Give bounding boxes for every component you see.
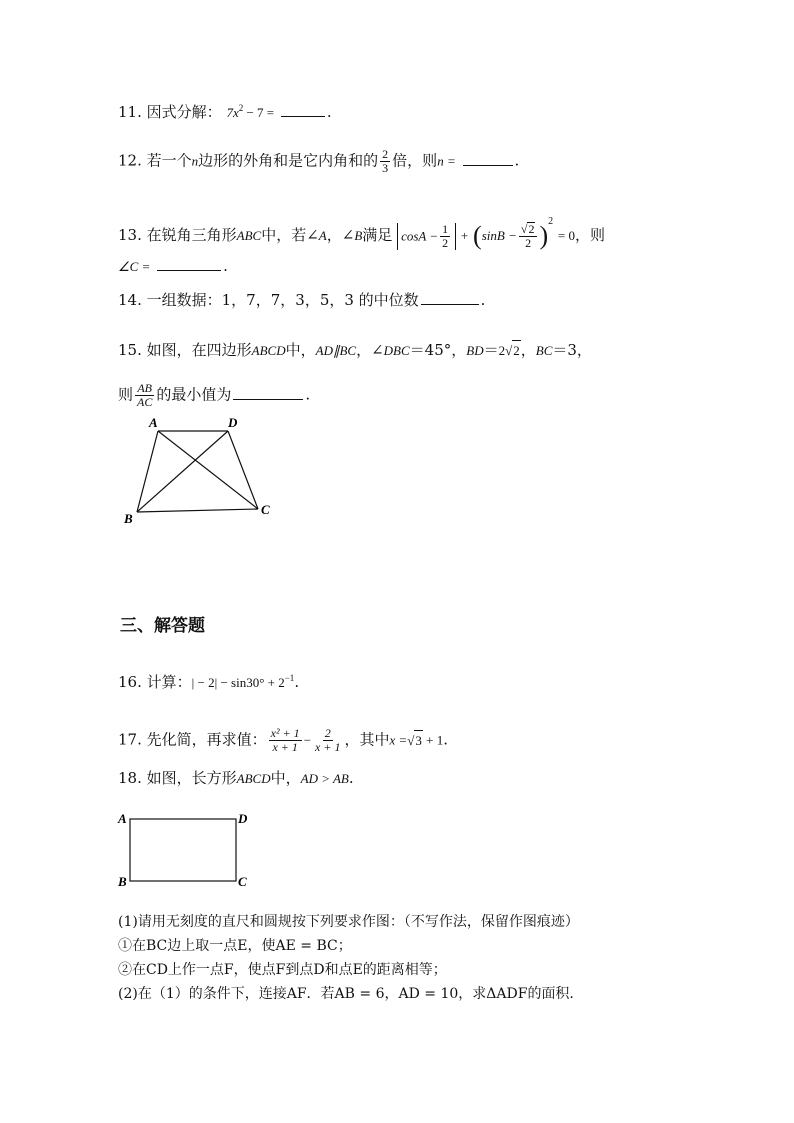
denominator: 2 [525, 236, 532, 250]
math-expr: 7x [226, 105, 239, 120]
question-text: 因式分解： [146, 103, 222, 121]
segment-ab [137, 431, 158, 512]
math-expr: BD [466, 343, 484, 358]
denominator: x + 1 [315, 740, 341, 754]
math-expr: + 1 [422, 732, 444, 748]
denominator: AC [137, 395, 153, 409]
question-18-part-1b: ②在CD上作一点F，使点F到点D和点E的距离相等； [118, 962, 447, 978]
question-number: 12. [118, 151, 142, 170]
question-13 [118, 216, 606, 250]
question-text: ，∠ [326, 226, 355, 244]
question-text: ＝45°， [409, 341, 467, 359]
math-expr: n = [437, 153, 456, 169]
question-text: ，∠ [356, 341, 384, 359]
question-text: 的最小值为 [156, 385, 232, 404]
fraction [380, 148, 390, 175]
question-text: ，其中 [344, 730, 390, 749]
numerator: 2 [324, 726, 331, 740]
minus-sign: − [303, 732, 312, 748]
vertex-label-c: C [238, 874, 247, 889]
denominator: 3 [382, 161, 389, 175]
numerator: 2 [382, 147, 389, 161]
numerator: x² + 1 [270, 726, 300, 740]
question-15 [118, 340, 592, 361]
vertex-label-b: B [124, 511, 133, 526]
vertex-label-d: D [228, 415, 238, 430]
numerator: 1 [442, 221, 449, 236]
question-text: 先化简，再求值： [146, 730, 267, 749]
question-18 [118, 768, 354, 789]
math-expr: cosA − [401, 228, 439, 243]
period: . [326, 103, 332, 121]
vertex-label-b: B [118, 874, 127, 889]
denominator: x + 1 [272, 740, 298, 754]
math-expr: − 7 = [243, 105, 275, 120]
math-expr: BC [535, 343, 553, 358]
answer-blank [421, 290, 479, 305]
question-13-line2 [118, 256, 228, 277]
question-number: 17. [118, 730, 142, 749]
question-number: 11. [118, 103, 142, 121]
radicand: 2 [528, 222, 535, 236]
sqrt-sign: √3 [407, 733, 423, 748]
period: . [514, 151, 520, 170]
question-number: 14. [118, 291, 142, 309]
vertex-label-a: A [149, 415, 158, 430]
math-expr: sinB − [481, 228, 517, 243]
math-expr: ABCD [251, 343, 286, 358]
question-text: ， [520, 341, 536, 359]
vertex-label-a: A [118, 811, 127, 826]
question-16 [118, 668, 299, 693]
question-18-part-1: (1)请用无刻度的直尺和圆规按下列要求作图：（不写作法，保留作图痕迹） [118, 914, 579, 930]
figure-rectangle [116, 808, 256, 890]
segment-bc [137, 509, 258, 512]
denominator: 2 [442, 235, 449, 250]
question-text: 边形的外角和是它内角和的 [198, 151, 379, 170]
math-expr: | − 2| − sin30° + 2 [191, 675, 285, 690]
question-18-part-1a: ①在BC边上取一点E，使AE = BC； [118, 938, 352, 954]
math-expr: ∠C = [118, 259, 151, 274]
math-expr: AD > AB [300, 771, 349, 786]
period: . [480, 291, 486, 309]
question-text: 计算： [146, 673, 192, 691]
figure-trapezoid [118, 410, 288, 530]
question-text: ＝ [483, 341, 499, 359]
coefficient: 2 [498, 343, 506, 358]
question-text: ＝3， [552, 341, 592, 359]
variable: B [354, 228, 363, 243]
diagonal-bd [137, 431, 228, 512]
fraction [135, 382, 154, 409]
question-18-part-2: (2)在（1）的条件下，连接AF．若AB = 6，AD = 10，求ΔADF的面积. [118, 986, 574, 1002]
section-title: 三、解答题 [120, 616, 205, 636]
radicand: 2 [512, 340, 521, 361]
fraction [313, 727, 342, 754]
question-number: 16. [118, 673, 142, 691]
exponent: 2 [548, 216, 554, 227]
answer-blank [157, 256, 221, 271]
math-expr: AD∥BC [315, 343, 357, 358]
sqrt-sign: √2 [505, 343, 521, 358]
question-text: 若一个 [146, 151, 192, 170]
question-number: 18. [118, 769, 142, 787]
question-number: 13. [118, 226, 142, 244]
fraction [269, 727, 302, 754]
math-expr: ABC [236, 228, 262, 243]
fraction [519, 222, 538, 250]
vertex-label-c: C [261, 502, 270, 517]
question-text: ，则 [575, 226, 606, 244]
paren-right: ) [539, 221, 549, 250]
question-15-line2 [118, 382, 310, 409]
rectangle-abcd [130, 819, 236, 881]
answer-blank [463, 151, 513, 166]
math-expr: ABCD [236, 771, 271, 786]
vertex-label-d: D [238, 811, 248, 826]
variable: n [191, 153, 199, 169]
fraction [440, 223, 450, 250]
question-text: 中，若∠ [261, 226, 319, 244]
question-14 [118, 290, 485, 310]
numerator: √2 [519, 222, 538, 237]
question-number: 15. [118, 341, 142, 359]
variable: A [318, 228, 327, 243]
period: . [294, 673, 300, 691]
plus-sign: + [460, 228, 469, 243]
answer-blank [233, 385, 303, 400]
question-text: 满足 [362, 226, 393, 244]
math-expr: DBC [383, 343, 410, 358]
question-11 [118, 98, 332, 123]
numerator: AB [137, 381, 153, 395]
question-text: 如图，长方形 [146, 769, 237, 787]
question-17 [118, 727, 448, 754]
question-text: 倍，则 [392, 151, 438, 170]
abs-value [397, 223, 456, 250]
math-expr: = 0 [557, 228, 575, 243]
question-text: 则 [118, 385, 134, 404]
paren-left: ( [473, 221, 482, 250]
question-text: 在锐角三角形 [146, 226, 237, 244]
answer-blank [281, 102, 325, 117]
question-text: 中， [270, 769, 301, 787]
question-text: 如图，在四边形 [146, 341, 252, 359]
exponent: −1 [284, 673, 295, 683]
question-text: 中， [285, 341, 316, 359]
math-expr: x = [389, 732, 408, 748]
period: . [348, 769, 354, 787]
exponent: 2 [238, 103, 244, 113]
question-text: 一组数据：1，7，7，3，5，3 的中位数 [146, 291, 419, 309]
period: . [305, 385, 311, 404]
question-12 [118, 148, 519, 175]
period: . [223, 257, 228, 275]
radicand: 3 [414, 730, 423, 751]
period: . [443, 730, 449, 749]
